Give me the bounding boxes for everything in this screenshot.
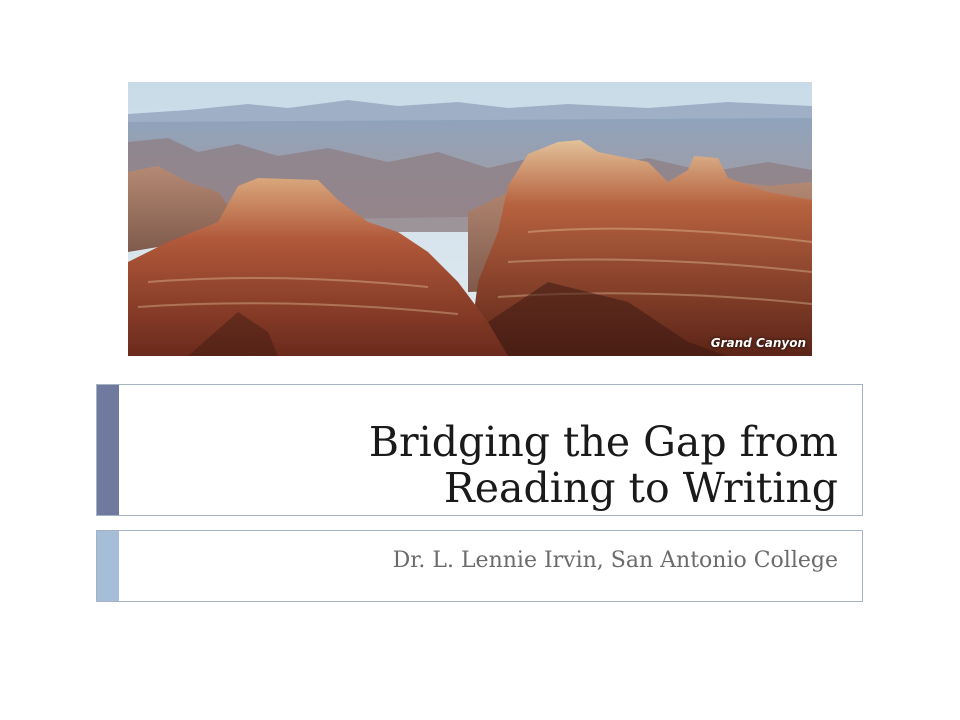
subtitle-accent-bar xyxy=(97,531,119,601)
title-line-1: Bridging the Gap from xyxy=(368,418,838,466)
title-box xyxy=(96,384,863,516)
title-line-2: Reading to Writing xyxy=(443,464,838,512)
slide-subtitle[interactable]: Dr. L. Lennie Irvin, San Antonio College xyxy=(392,548,838,573)
slide-title[interactable] xyxy=(369,419,838,511)
grand-canyon-photo xyxy=(128,82,812,356)
photo-caption: Grand Canyon xyxy=(710,336,806,350)
title-accent-bar xyxy=(97,385,119,515)
canyon-illustration xyxy=(128,82,812,356)
subtitle-box xyxy=(96,530,863,602)
